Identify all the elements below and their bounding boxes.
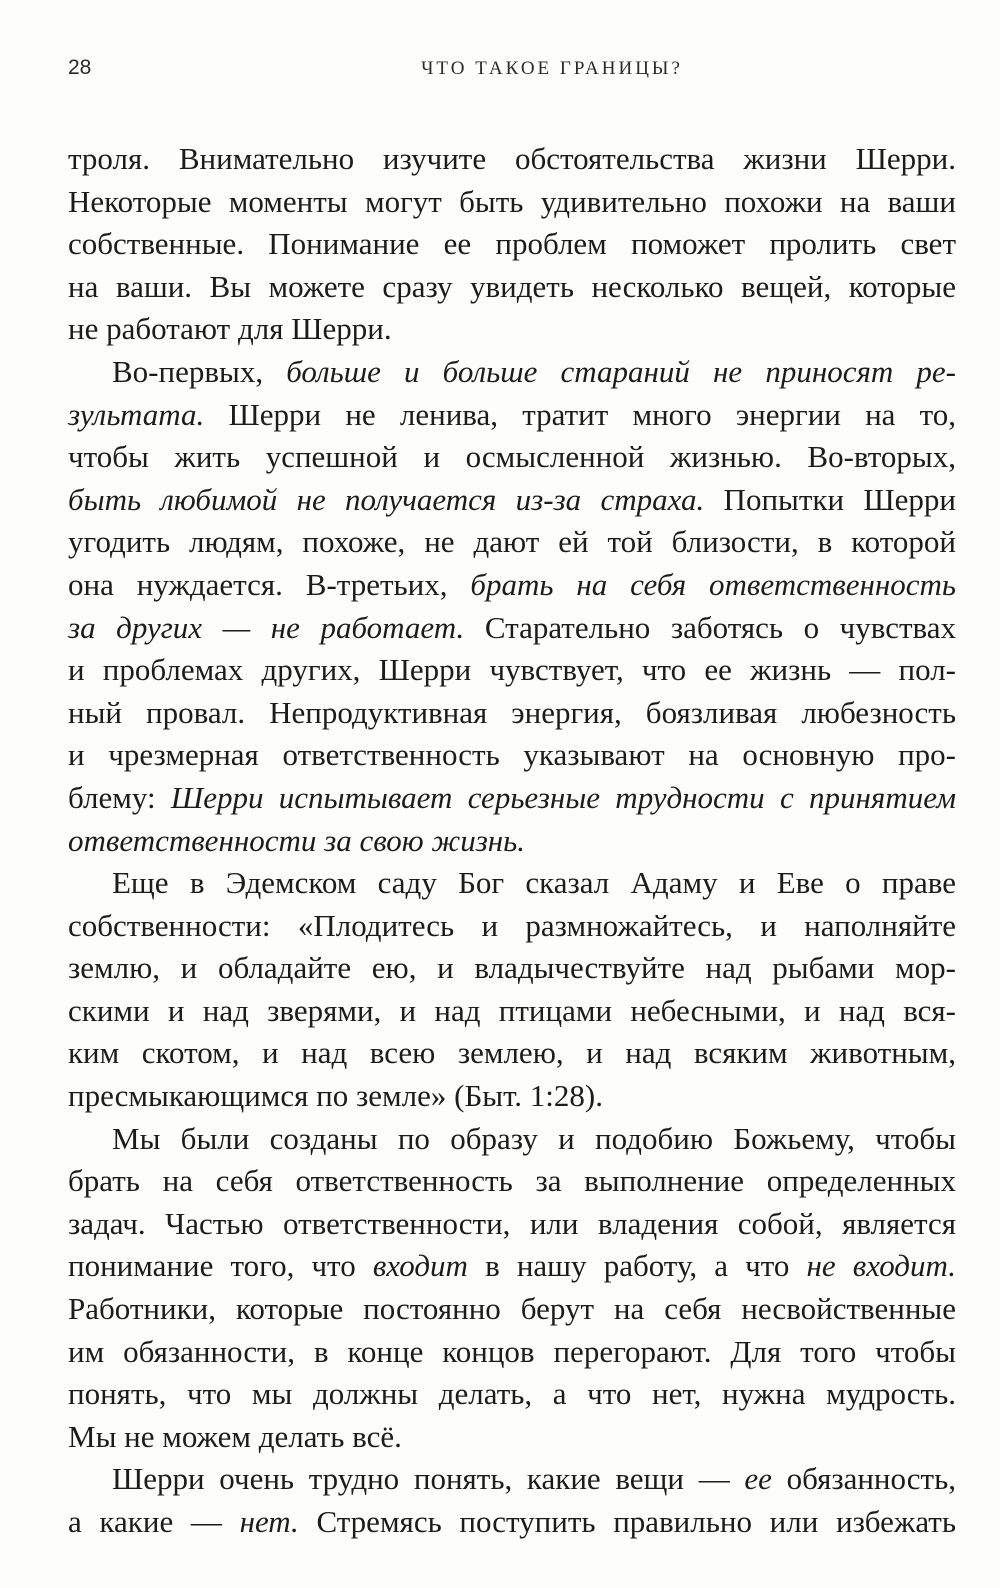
text-line xyxy=(68,1118,956,1161)
text-line xyxy=(68,1501,956,1544)
text-run: обязанность, xyxy=(771,1461,956,1497)
text-line xyxy=(68,990,956,1033)
text-line xyxy=(68,649,956,692)
text-line xyxy=(68,1160,956,1203)
text-run: не работают для Шерри. xyxy=(68,311,392,347)
text-run: Мы были созданы по образу и подобию Божьему, чтобы xyxy=(112,1120,956,1156)
text-line xyxy=(68,905,956,948)
chapter-title: ЧТО ТАКОЕ ГРАНИЦЫ? xyxy=(421,58,683,79)
text-run: Стремясь поступить правильно или избежать xyxy=(298,1504,956,1539)
text-run: а какие — xyxy=(68,1504,240,1539)
text-run: понимание того, что xyxy=(68,1248,373,1284)
text-run: собственности: «Плодитесь и размножайтесь, и наполняйте xyxy=(68,907,956,943)
text-run: на ваши. Вы можете сразу увидеть несколько вещей, которые xyxy=(68,268,956,304)
italic-text: больше и больше стараний не приносят ре- xyxy=(286,353,956,389)
text-line xyxy=(68,308,956,351)
text-run: Во-первых, xyxy=(112,353,287,389)
text-line xyxy=(68,734,956,777)
text-run: Мы не можем делать всё. xyxy=(68,1418,402,1454)
text-line xyxy=(68,1075,956,1118)
paragraph xyxy=(68,862,956,1118)
text-line xyxy=(68,521,956,564)
text-line xyxy=(68,351,956,394)
body-text xyxy=(68,138,956,1544)
text-run: задач. Частью ответственности, или владения собой, является xyxy=(68,1205,956,1241)
text-run: брать на себя ответственность за выполнение определенных xyxy=(68,1163,956,1199)
text-run: понять, что мы должны делать, а что нет, нужна мудрость. xyxy=(68,1376,956,1412)
text-run: Некоторые моменты могут быть удивительно похожи на ваши xyxy=(68,183,956,219)
text-line xyxy=(68,1458,956,1501)
italic-text: за других — не работает. xyxy=(68,609,465,645)
text-run: землю, и обладайте ею, и владычествуйте над рыбами мор- xyxy=(68,950,956,986)
text-line xyxy=(68,1331,956,1374)
text-line xyxy=(68,223,956,266)
text-line xyxy=(68,1373,956,1416)
text-run: Старательно заботясь о чувствах xyxy=(464,609,957,645)
paragraph xyxy=(68,351,956,862)
text-run: чтобы жить успешной и осмысленной жизнью. Во-вторых, xyxy=(68,439,956,475)
text-run: им обязанности, в конце концов перегорают. Для того чтобы xyxy=(68,1333,956,1369)
text-line xyxy=(68,607,956,650)
text-line xyxy=(68,820,956,863)
text-run: пресмыкающимся по земле» (Быт. 1:28). xyxy=(68,1078,603,1114)
italic-text: брать на себя ответственность xyxy=(470,566,956,602)
paragraph xyxy=(68,1458,956,1543)
running-head xyxy=(68,56,956,86)
text-line xyxy=(68,181,956,224)
italic-text: входит xyxy=(372,1248,468,1284)
text-line xyxy=(68,777,956,820)
text-line xyxy=(68,1245,956,1288)
text-line xyxy=(68,394,956,437)
italic-text: не входит. xyxy=(806,1248,956,1284)
text-line xyxy=(68,436,956,479)
text-run: скими и над зверями, и над птицами небесными, и над вся- xyxy=(68,992,956,1028)
text-run: троля. Внимательно изучите обстоятельства жизни Шерри. xyxy=(68,141,956,176)
paragraph xyxy=(68,138,956,351)
text-run: Работники, которые постоянно берут на себя несвойственные xyxy=(68,1291,956,1327)
text-run: блему: xyxy=(68,779,171,815)
text-run: Еще в Эдемском саду Бог сказал Адаму и Еве о праве xyxy=(112,865,956,901)
text-run: и чрезмерная ответственность указывают на основную про- xyxy=(68,737,956,773)
text-line xyxy=(68,564,956,607)
page-number: 28 xyxy=(68,56,92,79)
text-run: Шерри не ленива, тратит много энергии на то, xyxy=(204,396,956,432)
text-line xyxy=(68,947,956,990)
italic-text: нет. xyxy=(239,1504,299,1539)
text-run: угодить людям, похоже, не дают ей той близости, в которой xyxy=(68,524,956,560)
paragraph xyxy=(68,1118,956,1459)
text-line xyxy=(68,1416,956,1459)
text-line xyxy=(68,479,956,522)
text-line xyxy=(68,266,956,309)
italic-text: быть любимой не получается из-за страха. xyxy=(68,481,705,517)
text-run: ким скотом, и над всею землею, и над всяким животным, xyxy=(68,1035,956,1071)
text-run: и проблемах других, Шерри чувствует, что ее жизнь — пол- xyxy=(68,652,956,688)
italic-text: Шерри испытывает серьезные трудности с принятием xyxy=(170,779,956,815)
text-line xyxy=(68,1203,956,1246)
text-run: Попытки Шерри xyxy=(704,481,957,517)
text-run: Шерри очень трудно понять, какие вещи — xyxy=(112,1461,745,1497)
italic-text: ответственности за свою жизнь. xyxy=(68,822,526,858)
italic-text: зультата. xyxy=(68,396,205,432)
italic-text: ее xyxy=(744,1461,772,1497)
text-line xyxy=(68,692,956,735)
text-line xyxy=(68,1288,956,1331)
text-line xyxy=(68,1032,956,1075)
text-line xyxy=(68,138,956,181)
text-run: ный провал. Непродуктивная энергия, боязливая любезность xyxy=(68,694,956,730)
text-run: собственные. Понимание ее проблем поможет пролить свет xyxy=(68,226,956,262)
text-run: она нуждается. В-третьих, xyxy=(68,566,471,602)
text-line xyxy=(68,862,956,905)
text-run: в нашу работу, а что xyxy=(467,1248,807,1284)
